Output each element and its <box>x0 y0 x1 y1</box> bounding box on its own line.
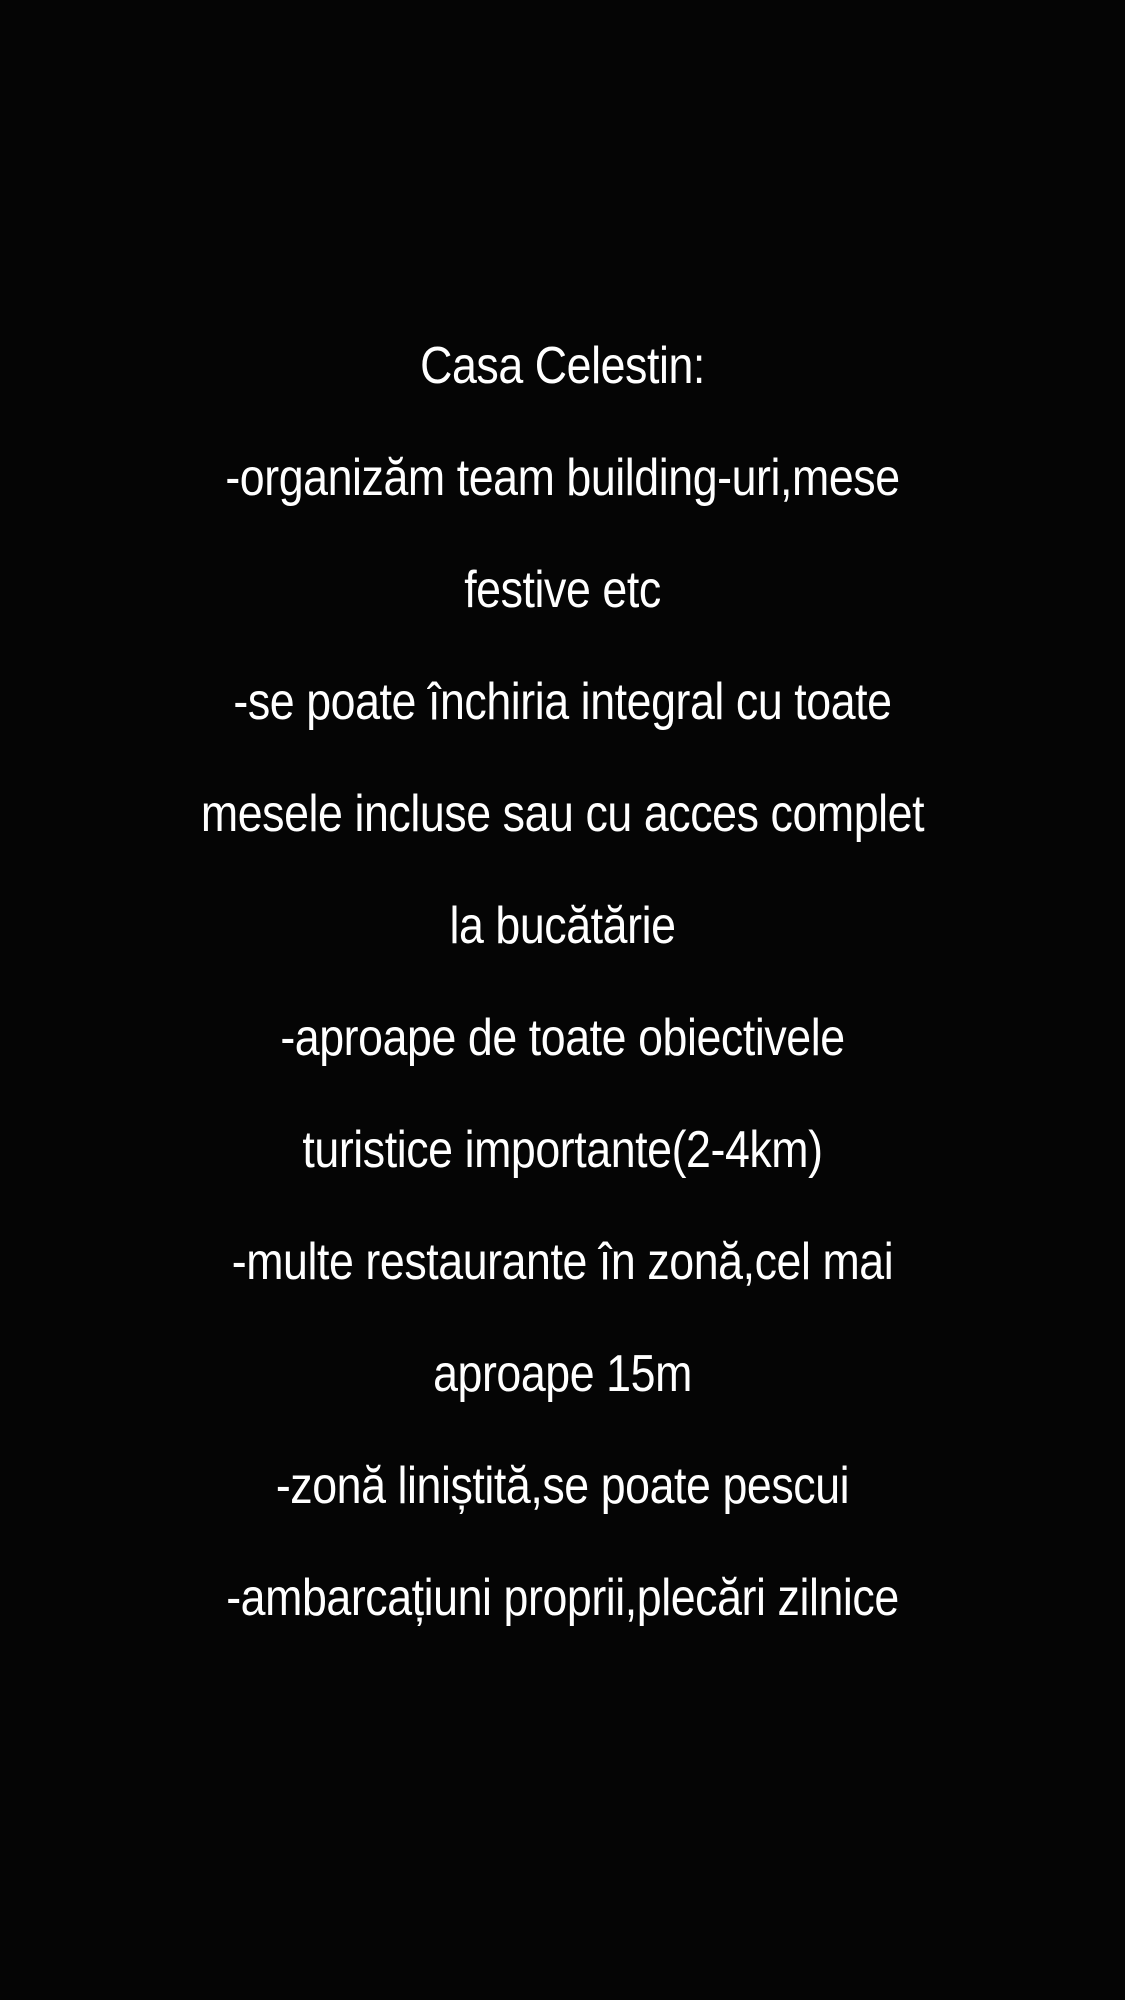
story-text-line: mesele incluse sau cu acces complet <box>200 785 925 843</box>
story-text-line: -aproape de toate obiectivele <box>280 1009 845 1067</box>
story-text-line: -se poate închiria integral cu toate <box>233 673 892 731</box>
story-title: Casa Celestin: <box>420 337 705 395</box>
story-text-line: festive etc <box>464 561 661 619</box>
story-text-line: -multe restaurante în zonă,cel mai <box>231 1233 894 1291</box>
story-text-block <box>105 310 1021 1654</box>
story-text-line: la bucătărie <box>449 897 676 955</box>
story-text-line: turistice importante(2-4km) <box>302 1121 823 1179</box>
story-text-line: -organizăm team building-uri,mese <box>225 449 900 507</box>
story-text-line: aproape 15m <box>433 1345 692 1403</box>
story-text-line: -ambarcațiuni proprii,plecări zilnice <box>226 1569 899 1627</box>
story-text-line: -zonă liniștită,se poate pescui <box>275 1457 850 1515</box>
